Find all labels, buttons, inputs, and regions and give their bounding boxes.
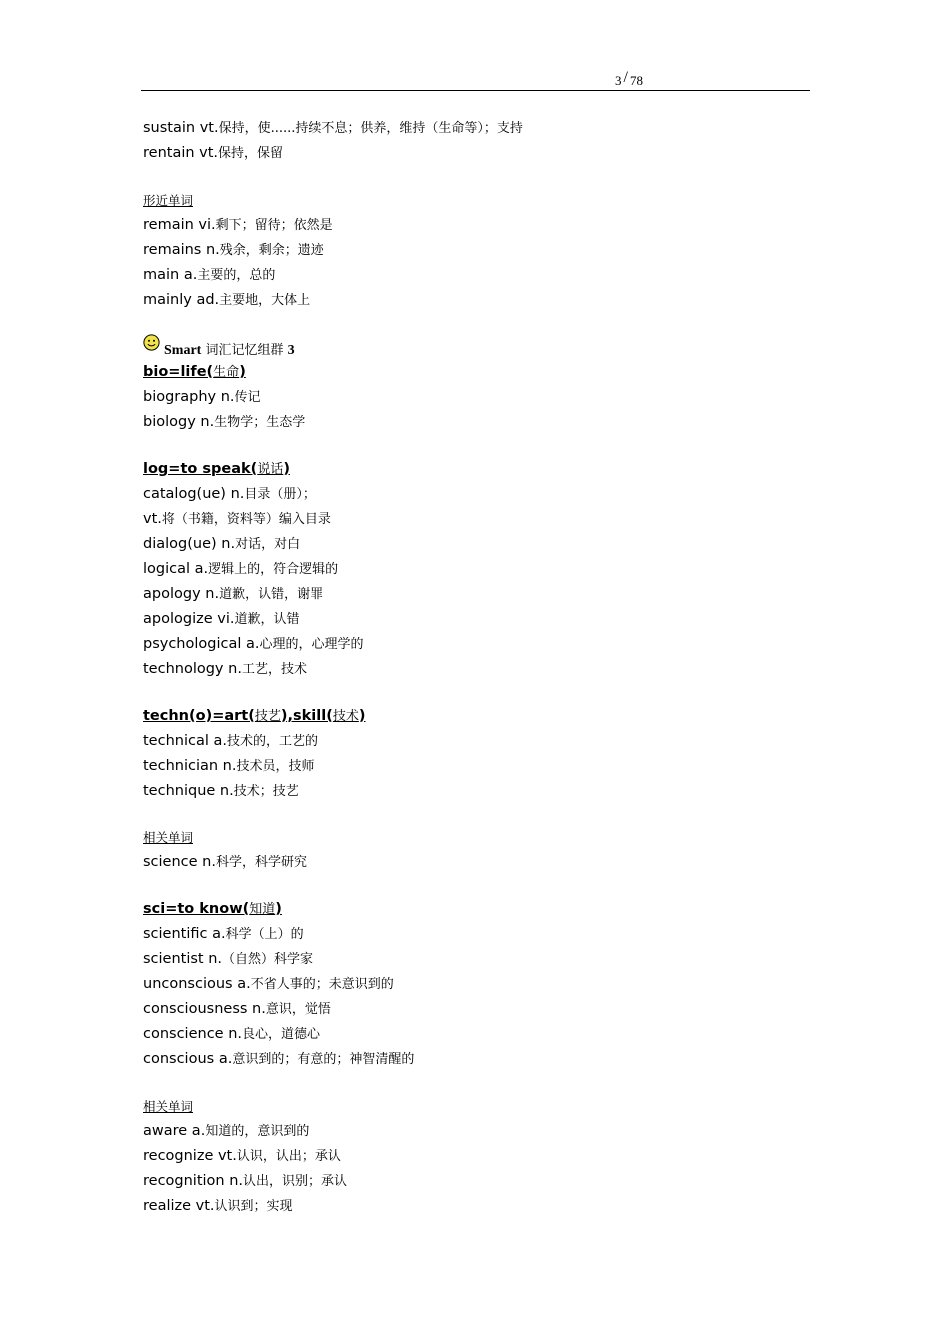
entry-line: biology n.生物学；生态学	[143, 414, 306, 430]
smart-group-title: Smart 词汇记忆组群 3	[164, 343, 295, 358]
entry-line: technical a.技术的，工艺的	[143, 733, 318, 749]
entry-line: technology n.工艺，技术	[143, 661, 307, 677]
entry-line: aware a.知道的，意识到的	[143, 1123, 310, 1139]
page-number: 3 / 78	[615, 69, 643, 88]
entry-line: scientific a.科学（上）的	[143, 926, 304, 942]
entry-line: conscience n.良心，道德心	[143, 1026, 321, 1042]
entry-line: rentain vt.保持，保留	[143, 145, 284, 161]
entry-line: biography n.传记	[143, 389, 261, 405]
entry-line: technique n.技术；技艺	[143, 783, 299, 799]
smiley-face-icon	[143, 334, 160, 351]
entry-line: unconscious a.不省人事的；未意识到的	[143, 976, 394, 992]
entry-line: psychological a.心理的，心理学的	[143, 636, 364, 652]
root-heading-bio: bio=life(生命)	[143, 364, 246, 380]
entry-line: realize vt.认识到；实现	[143, 1198, 293, 1214]
subheading-related-words: 相关单词	[143, 830, 194, 845]
entry-line: vt.将（书籍，资料等）编入目录	[143, 511, 331, 527]
entry-line: logical a.逻辑上的，符合逻辑的	[143, 561, 339, 577]
entry-line: mainly ad.主要地，大体上	[143, 292, 311, 308]
entry-line: scientist n.（自然）科学家	[143, 951, 314, 967]
subheading-related-words: 相关单词	[143, 1099, 194, 1114]
entry-line: apology n.道歉，认错，谢罪	[143, 586, 324, 602]
entry-line: science n.科学，科学研究	[143, 854, 307, 870]
entry-line: apologize vi.道歉，认错	[143, 611, 300, 627]
subheading-similar-words: 形近单词	[143, 193, 194, 208]
entry-line: catalog(ue) n.目录（册）；	[143, 486, 316, 502]
entry-line: recognize vt.认识，认出；承认	[143, 1148, 341, 1164]
entry-line: sustain vt.保持，使......持续不息；供养，维持（生命等）；支持	[143, 120, 523, 136]
root-heading-log: log=to speak(说话)	[143, 461, 290, 477]
page-header	[141, 70, 810, 91]
entry-line: remains n.残余，剩余；遗迹	[143, 242, 324, 258]
root-heading-techn: techn(o)=art(技艺),skill(技术)	[143, 708, 366, 724]
entry-line: consciousness n.意识，觉悟	[143, 1001, 331, 1017]
entry-line: technician n.技术员，技师	[143, 758, 315, 774]
entry-line: recognition n.认出，识别；承认	[143, 1173, 348, 1189]
root-heading-sci: sci=to know(知道)	[143, 901, 282, 917]
entry-line: dialog(ue) n.对话，对白	[143, 536, 301, 552]
entry-line: conscious a.意识到的；有意的；神智清醒的	[143, 1051, 415, 1067]
entry-line: main a.主要的，总的	[143, 267, 276, 283]
entry-line: remain vi.剩下；留待；依然是	[143, 217, 333, 233]
